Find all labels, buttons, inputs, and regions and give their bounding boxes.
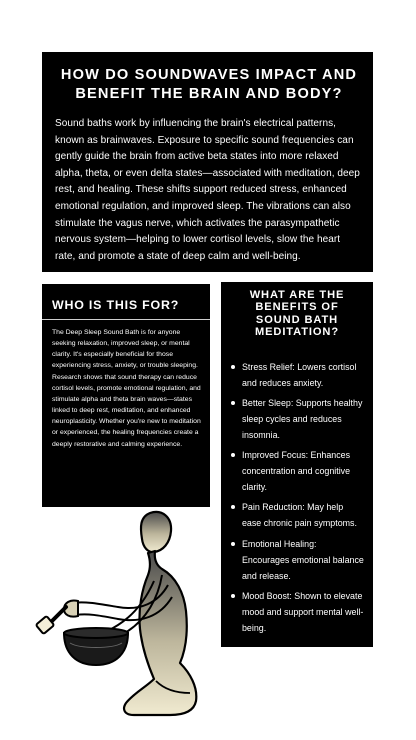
benefit-text: Mood Boost: Shown to elevate mood and support mental well-being. <box>242 590 364 634</box>
benefit-text: Emotional Healing: Encourages emotional balance and release. <box>242 538 364 581</box>
who-body: The Deep Sleep Sound Bath is for anyone seeking relaxation, improved sleep, or mental clarity. It's especially beneficial for those experiencing stress, anxiety, or trouble sleeping. Research shows that sound therapy can reduce cortisol levels, promote emotional regulation, and stimulate alpha and theta brain waves—states linked to deep rest, meditation, and enhanced neuroplasticity. Whether you're new to meditation or experienced, the healing frequencies create a deeply restorative and calming experience. <box>52 329 201 448</box>
divider <box>42 319 210 320</box>
benefits-panel <box>221 282 373 647</box>
benefit-item <box>230 536 364 584</box>
soundwaves-info-panel <box>42 52 373 272</box>
soundwaves-heading: HOW DO SOUNDWAVES IMPACT AND BENEFIT THE BRAIN AND BODY? <box>60 67 358 102</box>
benefit-item <box>230 588 364 636</box>
bullet-icon <box>231 594 235 598</box>
benefit-item <box>230 395 364 443</box>
soundwaves-body: Sound baths work by influencing the brain's electrical patterns, known as brainwaves. Exposure to specific sound frequencies can gently guide the brain from active beta states into more relaxed alpha, theta, or even delta states—associated with meditation, deep rest, and healing. These shifts support reduced stress, enhanced emotional regulation, and improved sleep. The vibrations can also stimulate the vagus nerve, which activates the parasympathetic nervous system—helping to lower cortisol levels, slow the heart rate, and promote a state of deep calm and well-being. <box>55 118 360 262</box>
bullet-icon <box>231 505 235 509</box>
benefit-item <box>230 447 364 495</box>
benefit-text: Pain Reduction: May help ease chronic pain symptoms. <box>242 502 357 529</box>
benefit-item <box>230 359 364 391</box>
who-is-this-for-panel <box>42 284 210 507</box>
benefit-text: Better Sleep: Supports healthy sleep cycles and reduces insomnia. <box>242 397 363 440</box>
bullet-icon <box>231 365 235 369</box>
bullet-icon <box>231 542 235 546</box>
benefits-heading: WHAT ARE THE BENEFITS OF SOUND BATH MEDITATION? <box>249 289 345 339</box>
benefit-text: Stress Relief: Lowers cortisol and reduces anxiety. <box>242 361 357 388</box>
meditating-figure-with-singing-bowl-icon <box>30 503 230 718</box>
benefits-list <box>230 359 364 637</box>
benefit-text: Improved Focus: Enhances concentration and cognitive clarity. <box>242 450 351 493</box>
who-heading: WHO IS THIS FOR? <box>52 298 180 312</box>
bullet-icon <box>231 401 235 405</box>
benefit-item <box>230 499 364 531</box>
bullet-icon <box>231 453 235 457</box>
